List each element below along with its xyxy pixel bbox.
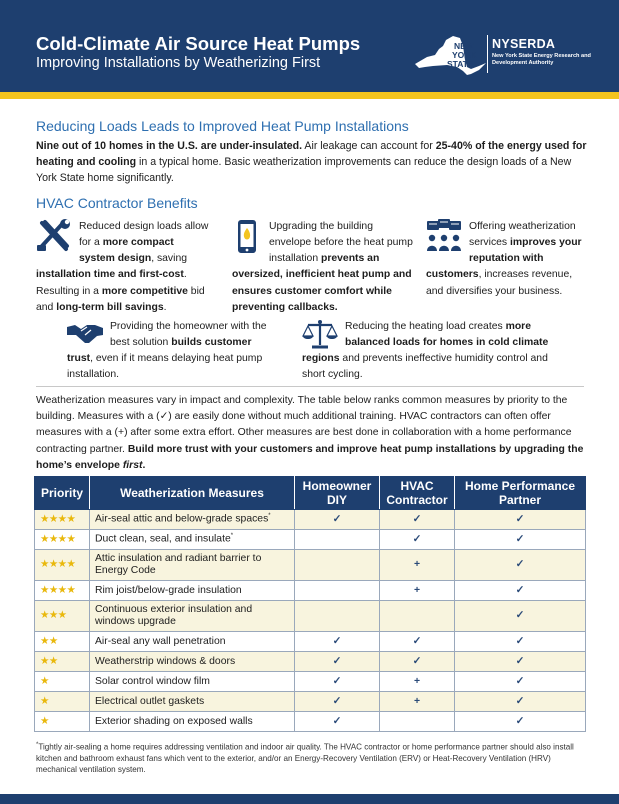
benefit-reputation: Offering weatherization services improves your reputation with customers, increases revenue, and diversifies your business. [426, 221, 582, 297]
measures-intro-paragraph: Weatherization measures vary in impact and complexity. The table below ranks common measures by priority to the building. Measures with a (✓) are easily done without much additional training. HVAC contractors can often offer measures with a (+) after some extra effort. Other measures are best done in collaboration with a home performance contracting partner. Build more trust with your customers and improve heat pump installations by upgrading the home’s envelope first. [36, 395, 584, 471]
measure-name: Duct clean, seal, and insulate* [90, 530, 295, 550]
homeowner-diy-mark: ✓ [295, 510, 380, 530]
hvac-contractor-mark: ✓ [380, 530, 455, 550]
home-performance-mark: ✓ [455, 692, 586, 712]
accent-bar [0, 92, 619, 99]
hvac-contractor-mark: + [380, 692, 455, 712]
header-homeowner-diy: Homeowner DIY [295, 477, 380, 510]
homeowner-diy-mark: ✓ [295, 652, 380, 672]
measure-name: Solar control window film [90, 672, 295, 692]
table-row [35, 692, 586, 712]
homeowner-diy-mark [295, 530, 380, 550]
weatherization-measures-table [34, 476, 586, 732]
home-performance-mark: ✓ [455, 550, 586, 581]
measure-name: Electrical outlet gaskets [90, 692, 295, 712]
tools-icon [36, 219, 72, 253]
measure-name: Air-seal attic and below-grade spaces* [90, 510, 295, 530]
logo-divider [487, 35, 488, 73]
priority-stars: ★★ [35, 632, 90, 652]
hvac-contractor-mark: + [380, 581, 455, 601]
homeowner-diy-mark [295, 601, 380, 632]
header-measures: Weatherization Measures [90, 477, 295, 510]
measure-name: Air-seal any wall penetration [90, 632, 295, 652]
section-title-hvac-benefits: HVAC Contractor Benefits [36, 195, 198, 211]
priority-stars: ★★★★ [35, 550, 90, 581]
footnote: *Tightly air-sealing a home requires addressing ventilation and indoor air quality. The HVAC contractor or home performance partner should also install kitchen and bathroom exhaust fans which vent to the exterior, and/or an Energy-Recovery Ventilation (ERV) or Heat-Recovery Ventilation (HRV) mechanical ventilation system. [36, 742, 574, 774]
homeowner-diy-mark: ✓ [295, 712, 380, 732]
footer-bar [0, 794, 619, 804]
home-performance-mark: ✓ [455, 530, 586, 550]
hvac-contractor-mark: + [380, 550, 455, 581]
table-row [35, 510, 586, 530]
priority-stars: ★★★★ [35, 510, 90, 530]
logo-state-line2: YORK [452, 50, 477, 60]
benefit-customer-trust: Providing the homeowner with the best solution builds customer trust, even if it means delaying heat pump installation. [67, 321, 267, 381]
priority-stars: ★ [35, 692, 90, 712]
balance-scale-icon [302, 319, 338, 349]
benefit-compact-design: Reduced design loads allow for a more compact system design, saving installation time and first-cost. Resulting in a more competitive bid and long-term bill savings. [36, 221, 209, 313]
home-performance-mark: ✓ [455, 652, 586, 672]
logo-state-line3: STATE [447, 59, 474, 69]
homeowner-diy-mark: ✓ [295, 672, 380, 692]
priority-stars: ★★★ [35, 601, 90, 632]
measure-name: Continuous exterior insulation and windows upgrade [90, 601, 295, 632]
home-performance-mark: ✓ [455, 510, 586, 530]
table-header-row [35, 477, 586, 510]
hvac-contractor-mark [380, 601, 455, 632]
table-row [35, 632, 586, 652]
priority-stars: ★ [35, 672, 90, 692]
measure-name: Attic insulation and radiant barrier to Energy Code [90, 550, 295, 581]
measure-name: Rim joist/below-grade insulation [90, 581, 295, 601]
hvac-contractor-mark: ✓ [380, 652, 455, 672]
home-performance-mark: ✓ [455, 632, 586, 652]
measure-name: Weatherstrip windows & doors [90, 652, 295, 672]
nyserda-logo-name: NYSERDA [492, 37, 556, 51]
new-york-state-logo [413, 34, 487, 80]
hvac-contractor-mark [380, 712, 455, 732]
header-hvac-contractor: HVAC Contractor [380, 477, 455, 510]
priority-stars: ★★★★ [35, 530, 90, 550]
header-banner [0, 0, 619, 92]
table-row [35, 581, 586, 601]
smartphone-icon [232, 219, 262, 255]
page-subtitle: Improving Installations by Weatherizing First [36, 55, 321, 71]
table-row [35, 550, 586, 581]
table-row [35, 530, 586, 550]
logo-state-line1: NEW [454, 41, 474, 51]
home-performance-mark: ✓ [455, 672, 586, 692]
nyserda-logo-full-name: New York State Energy Research and Development Authority [492, 53, 591, 66]
homeowner-diy-mark [295, 550, 380, 581]
priority-stars: ★★★★ [35, 581, 90, 601]
homeowner-diy-mark [295, 581, 380, 601]
measure-name: Exterior shading on exposed walls [90, 712, 295, 732]
priority-stars: ★★ [35, 652, 90, 672]
homeowner-diy-mark: ✓ [295, 632, 380, 652]
section-divider [36, 386, 584, 387]
page-title: Cold-Climate Air Source Heat Pumps [36, 33, 361, 54]
section-title-reducing-loads: Reducing Loads Leads to Improved Heat Pump Installations [36, 118, 409, 134]
intro-paragraph: Nine out of 10 homes in the U.S. are under-insulated. Air leakage can account for 25-40% of the energy used for heating and cooling in a typical home. Basic weatherization improvements can reduce the design loads of a New York State home significantly. [36, 140, 587, 185]
homeowner-diy-mark: ✓ [295, 692, 380, 712]
benefit-prevent-oversizing: Upgrading the building envelope before the heat pump installation prevents an oversized, inefficient heat pump and ensures customer comfort while preventing callbacks. [232, 221, 413, 313]
header-priority: Priority [35, 477, 90, 510]
table-row [35, 601, 586, 632]
priority-stars: ★ [35, 712, 90, 732]
home-performance-mark: ✓ [455, 712, 586, 732]
hvac-contractor-mark: ✓ [380, 510, 455, 530]
handshake-icon [67, 319, 103, 345]
home-performance-mark: ✓ [455, 601, 586, 632]
header-home-performance-partner: Home Performance Partner [455, 477, 586, 510]
table-row [35, 712, 586, 732]
home-performance-mark: ✓ [455, 581, 586, 601]
hvac-contractor-mark: + [380, 672, 455, 692]
customer-feedback-icon [426, 219, 462, 253]
table-row [35, 672, 586, 692]
hvac-contractor-mark: ✓ [380, 632, 455, 652]
table-row [35, 652, 586, 672]
benefit-balanced-loads: Reducing the heating load creates more balanced loads for homes in cold climate regions and prevents ineffective humidity control and short cycling. [302, 321, 549, 381]
